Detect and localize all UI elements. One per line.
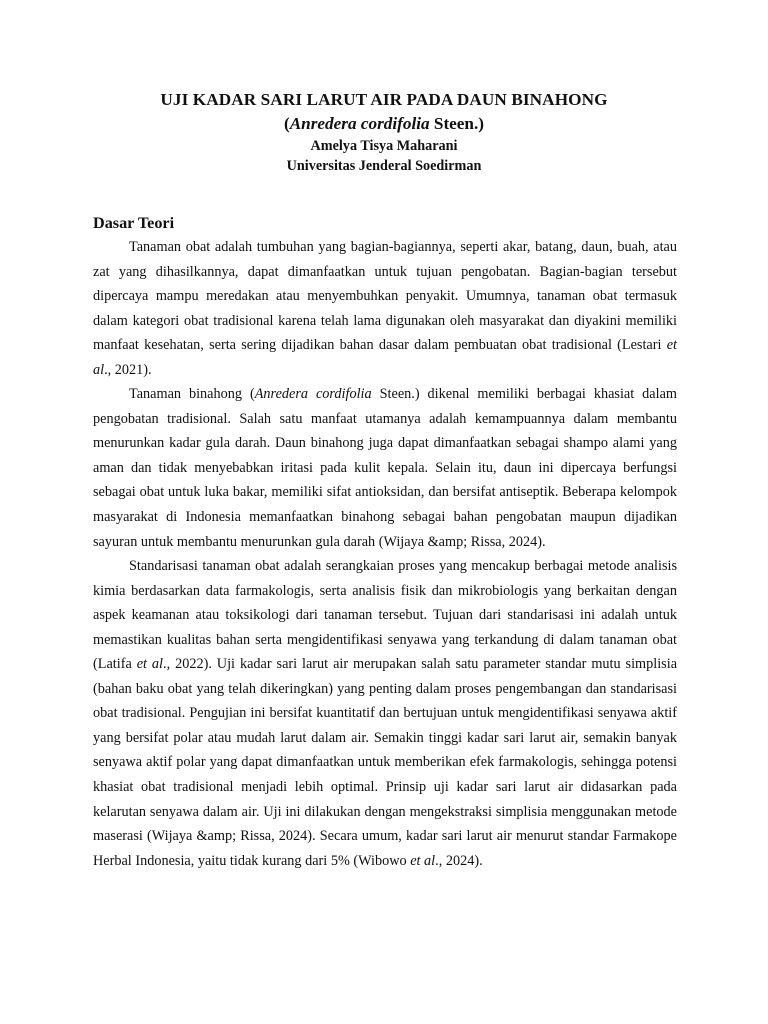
paragraph-2-species: Anredera cordifolia (254, 386, 372, 403)
section-dasar-teori (93, 212, 677, 873)
paragraph-3-etal-1: et al (136, 656, 164, 673)
paragraph-3-text-3: ., 2024). (435, 852, 483, 869)
paragraph-1 (93, 235, 677, 382)
subtitle-open-paren: ( (283, 114, 290, 133)
title-block (70, 88, 698, 176)
paragraph-1-text-1: Tanaman obat adalah tumbuhan yang bagian-bagiannya, seperti akar, batang, daun, buah, atau zat yang dihasilkannya, dapat dimanfaatkan untuk tujuan pengobatan. Bagian-bagian tersebut dipercaya mampu meredakan atau menyembuhkan penyakit. Umumnya, tanaman obat termasuk dalam kategori obat tradisional karena telah lama digunakan oleh masyarakat dan diyakini memiliki manfaat kesehatan, serta sering dijadikan bahan dasar dalam pembuatan obat tradisional (Lestari (93, 239, 677, 354)
paragraph-1-text-2: ., 2021). (104, 361, 152, 378)
document-subtitle (70, 112, 698, 136)
paragraph-3-text-1: Standarisasi tanaman obat adalah serangkaian proses yang mencakup berbagai metode analisis kimia berdasarkan data farmakologis, serta analisis fisik dan mikrobiologis yang berkaitan dengan aspek keamanan atau toksikologi dari tanaman tersebut. Tujuan dari standarisasi ini adalah untuk memastikan kualitas bahan serta mengidentifikasi senyawa yang terkandung di dalam tanaman obat (Latifa (93, 558, 677, 673)
species-name: Anredera cordifolia (289, 114, 430, 133)
document-title: UJI KADAR SARI LARUT AIR PADA DAUN BINAHONG (160, 90, 608, 109)
paragraph-2-text-1: Tanaman binahong ( (129, 386, 255, 403)
paragraph-2 (93, 382, 677, 554)
paragraph-3 (93, 554, 677, 873)
section-heading: Dasar Teori (93, 214, 175, 232)
paragraph-3-text-2: ., 2022). Uji kadar sari larut air merupakan salah satu parameter standar mutu simplisia (bahan baku obat yang telah dikeringkan) yang penting dalam proses pengembangan dan standarisasi obat tradisional. Pengujian ini bersifat kuantitatif dan bertujuan untuk mengidentifikasi senyawa aktif yang bersifat polar atau mudah larut dalam air. Semakin tinggi kadar sari larut air, semakin banyak senyawa aktif polar yang dapat dimanfaatkan untuk memberikan efek farmakologis, sehingga potensi khasiat obat tradisional menjadi lebih optimal. Prinsip uji kadar sari larut air didasarkan pada kelarutan senyawa dalam air. Uji ini dilakukan dengan mengekstraksi simplisia menggunakan metode maserasi (Wijaya &amp; Rissa, 2024). Secara umum, kadar sari larut air menurut standar Farmakope Herbal Indonesia, yaitu tidak kurang dari 5% (Wibowo (93, 656, 678, 869)
paragraph-2-text-2: Steen.) dikenal memiliki berbagai khasiat dalam pengobatan tradisional. Salah satu manfaat utamanya adalah kemampuannya dalam membantu menurunkan kadar gula darah. Daun binahong juga dapat dimanfaatkan sebagai shampo alami yang aman dan tidak menyebabkan iritasi pada kulit kepala. Selain itu, daun ini dipercaya berfungsi sebagai obat untuk luka bakar, memiliki sifat antioksidan, dan bersifat antiseptik. Beberapa kelompok masyarakat di Indonesia memanfaatkan binahong sebagai bahan pengobatan maupun dijadikan sayuran untuk membantu menurunkan gula darah (Wijaya &amp; Rissa, 2024). (93, 386, 677, 550)
paragraph-3-etal-2: et al (410, 852, 436, 869)
species-authority: Steen.) (429, 114, 485, 133)
author-affiliation: Universitas Jenderal Soedirman (286, 158, 482, 174)
author-name: Amelya Tisya Maharani (310, 138, 458, 154)
paragraph-1-etal: et al (93, 337, 677, 378)
